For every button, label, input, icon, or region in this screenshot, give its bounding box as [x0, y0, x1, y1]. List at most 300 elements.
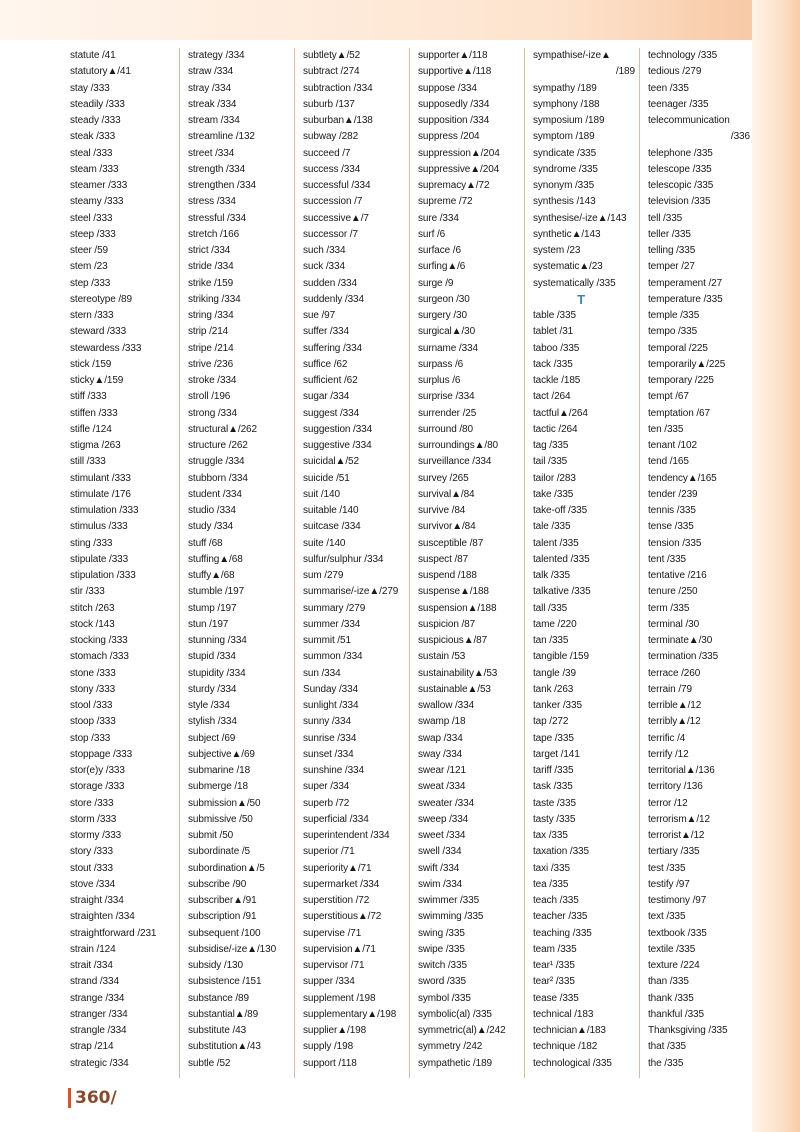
index-entry: subscribe /90 [188, 878, 247, 890]
index-entry: tertiary /335 [648, 846, 700, 858]
index-entry: stay /333 [70, 82, 110, 94]
index-entry: suit /140 [303, 488, 340, 500]
index-entry: text /335 [648, 911, 686, 923]
index-entry: suppress /204 [418, 131, 480, 143]
index-entry: tease /335 [533, 992, 579, 1004]
index-entry: stop /333 [70, 732, 111, 744]
index-entry: strategy /334 [188, 50, 245, 61]
index-entry: sustain /53 [418, 651, 466, 663]
index-entry: sympathise/-ize▲ [533, 50, 611, 61]
index-entry: stem /23 [70, 261, 108, 273]
index-entry: style /334 [188, 700, 230, 711]
index-entry: superstition /72 [303, 895, 370, 906]
index-entry: stock /143 [70, 618, 115, 630]
index-entry: strand /334 [70, 976, 119, 988]
index-entry: tempt /67 [648, 391, 689, 403]
index-entry: stimulation /333 [70, 505, 139, 516]
index-entry: texture /224 [648, 960, 700, 971]
index-entry: sympathy /189 [533, 82, 597, 94]
index-entry: strategic /334 [70, 1057, 129, 1069]
index-entry: tender /239 [648, 488, 698, 500]
page-number-text: 360/ [75, 1088, 117, 1108]
index-entry: term /335 [648, 602, 690, 614]
index-entry: surge /9 [418, 277, 454, 289]
index-entry: substance /89 [188, 992, 249, 1004]
index-entry: temperature /335 [648, 293, 723, 305]
index-entry: teach /335 [533, 895, 579, 906]
index-entry: strip /214 [188, 326, 229, 338]
index-entry: subject /69 [188, 732, 236, 744]
index-entry: swallow /334 [418, 700, 475, 711]
index-entry: steamy /333 [70, 196, 124, 208]
index-entry: sword /335 [418, 976, 466, 988]
index-entry: tell /335 [648, 212, 683, 224]
index-entry: suppressive▲/204 [418, 163, 500, 175]
index-entry: table /335 [533, 310, 576, 321]
index-entry: survival▲/84 [418, 488, 475, 500]
index-entry: supervisor /71 [303, 960, 365, 971]
index-entry: teacher /335 [533, 911, 588, 923]
index-entry: suspect /87 [418, 553, 469, 565]
index-entry: subscriber▲/91 [188, 895, 257, 906]
index-entry: swear /121 [418, 765, 466, 776]
index-entry: tenant /102 [648, 440, 697, 451]
index-entry: stranger /334 [70, 1008, 128, 1020]
index-entry: swimming /335 [418, 911, 484, 923]
index-grid [64, 48, 754, 1078]
index-entry: steady /333 [70, 115, 121, 126]
index-entry: stretch /166 [188, 228, 240, 240]
index-entry: take-off /335 [533, 505, 588, 516]
index-entry: temptation /67 [648, 407, 710, 419]
index-entry: suffering /334 [303, 342, 363, 354]
index-entry: suspicious▲/87 [418, 635, 488, 646]
index-entry: stor(e)y /333 [70, 765, 125, 776]
index-entry: tank /263 [533, 683, 574, 695]
index-entry: survivor▲/84 [418, 521, 476, 533]
index-entry: stiffen /333 [70, 407, 118, 419]
index-entry: strangle /334 [70, 1025, 127, 1036]
index-column-1 [64, 48, 179, 1078]
index-entry: steamer /333 [70, 180, 128, 191]
index-entry: stripe /214 [188, 342, 234, 354]
index-entry: tactful▲/264 [533, 407, 588, 419]
index-entry: /336 [730, 131, 750, 143]
index-entry: steer /59 [70, 245, 109, 256]
index-entry: substitution▲/43 [188, 1041, 261, 1053]
index-entry: street /334 [188, 147, 235, 159]
index-entry: terrific /4 [648, 732, 686, 744]
index-entry: temper /27 [648, 261, 695, 273]
index-entry: subordination▲/5 [188, 862, 265, 874]
index-entry: swift /334 [418, 862, 460, 874]
index-entry: straight /334 [70, 895, 124, 906]
index-entry: subjective▲/69 [188, 748, 255, 760]
index-entry: steadily /333 [70, 98, 125, 110]
index-entry: stupid /334 [188, 651, 236, 663]
index-entry: tablet /31 [533, 326, 574, 338]
index-entry: superiority▲/71 [303, 862, 372, 874]
index-entry: stereotype /89 [70, 293, 132, 305]
index-entry: sweater /334 [418, 797, 475, 809]
index-entry: summer /334 [303, 618, 361, 630]
index-entry: supermarket /334 [303, 878, 380, 890]
index-entry: straightforward /231 [70, 927, 157, 939]
index-entry: super /334 [303, 781, 350, 793]
index-entry: suddenly /334 [303, 293, 364, 305]
right-decorative-band [752, 0, 800, 1132]
index-entry: stun /197 [188, 618, 229, 630]
index-entry: suppose /334 [418, 82, 477, 94]
index-entry: supplement /198 [303, 992, 376, 1004]
index-entry: teaching /335 [533, 927, 592, 939]
index-entry: supporter▲/118 [418, 50, 488, 61]
index-entry: sustainable▲/53 [418, 683, 491, 695]
index-entry: stroke /334 [188, 375, 237, 386]
index-entry: stove /334 [70, 878, 116, 890]
index-entry: sweet /334 [418, 830, 466, 841]
index-entry: supposition /334 [418, 115, 490, 126]
index-entry: subsidy /130 [188, 960, 243, 971]
index-entry: symbol /335 [418, 992, 471, 1004]
index-entry: tentative /216 [648, 570, 707, 581]
index-entry: sturdy /334 [188, 683, 237, 695]
index-entry: symposium /189 [533, 115, 605, 126]
index-entry: temporarily▲/225 [648, 358, 726, 370]
page-number [68, 1088, 117, 1108]
index-entry: tear² /335 [533, 976, 575, 988]
index-entry: superintendent /334 [303, 830, 390, 841]
index-entry: stout /333 [70, 862, 113, 874]
index-entry: talkative /335 [533, 586, 591, 598]
index-entry: tendency▲/165 [648, 472, 717, 484]
index-entry: swim /334 [418, 878, 463, 890]
index-entry: subordinate /5 [188, 846, 250, 858]
index-entry: terrorism▲/12 [648, 813, 710, 825]
index-entry: surgeon /30 [418, 293, 470, 305]
index-entry: sympathetic /189 [418, 1057, 492, 1069]
index-entry: stifle /124 [70, 423, 112, 435]
index-entry: sue /97 [303, 310, 336, 321]
index-entry: stormy /333 [70, 830, 122, 841]
index-entry: stream /334 [188, 115, 240, 126]
index-entry: suggest /334 [303, 407, 360, 419]
index-entry: termination /335 [648, 651, 719, 663]
index-entry: terror /12 [648, 797, 688, 809]
index-entry: taxation /335 [533, 846, 589, 858]
index-entry: telescopic /335 [648, 180, 714, 191]
index-entry: suspension▲/188 [418, 602, 497, 614]
top-decorative-band [0, 0, 800, 40]
index-entry: stuff /68 [188, 537, 223, 549]
index-entry: telling /335 [648, 245, 696, 256]
index-entry: sulfur/sulphur /334 [303, 553, 384, 565]
index-entry: /189 [615, 66, 635, 78]
index-entry: tanker /335 [533, 700, 582, 711]
index-entry: stitch /263 [70, 602, 115, 614]
index-entry: symptom /189 [533, 131, 595, 143]
index-entry: terrible▲/12 [648, 700, 702, 711]
index-entry: surf /6 [418, 228, 446, 240]
index-entry: switch /335 [418, 960, 467, 971]
index-entry: temperament /27 [648, 277, 723, 289]
index-entry: successive▲/7 [303, 212, 369, 224]
index-entry: suggestion /334 [303, 423, 373, 435]
index-entry: taste /335 [533, 797, 576, 809]
index-entry: telecommunication [648, 115, 730, 126]
index-entry: sway /334 [418, 748, 463, 760]
index-entry: suitcase /334 [303, 521, 361, 533]
index-entry: stubborn /334 [188, 472, 248, 484]
index-entry: than /335 [648, 976, 689, 988]
index-entry: surprise /334 [418, 391, 475, 403]
index-entry: sustainability▲/53 [418, 667, 498, 679]
index-entry: team /335 [533, 943, 577, 955]
index-entry: temporary /225 [648, 375, 714, 386]
index-entry: streamline /132 [188, 131, 255, 143]
index-entry: sunrise /334 [303, 732, 357, 744]
index-entry: submit /50 [188, 830, 234, 841]
index-entry: surface /6 [418, 245, 461, 256]
index-entry: subsequent /100 [188, 927, 261, 939]
index-entry: stimulant /333 [70, 472, 131, 484]
index-entry: swap /334 [418, 732, 463, 744]
index-entry: terrorist▲/12 [648, 830, 705, 841]
index-entry: stride /334 [188, 261, 234, 273]
index-entry: telescope /335 [648, 163, 712, 175]
index-entry: target /141 [533, 748, 580, 760]
index-entry: tact /264 [533, 391, 571, 403]
index-entry: submissive /50 [188, 813, 253, 825]
index-entry: summary /279 [303, 602, 366, 614]
index-entry: striking /334 [188, 293, 241, 305]
index-entry: stunning /334 [188, 635, 247, 646]
index-entry: straighten /334 [70, 911, 135, 923]
index-entry: storm /333 [70, 813, 117, 825]
index-entry: taboo /335 [533, 342, 580, 354]
index-entry: strict /334 [188, 245, 231, 256]
index-entry: suicide /51 [303, 472, 350, 484]
index-entry: stress /334 [188, 196, 236, 208]
index-entry: student /334 [188, 488, 242, 500]
index-entry: sudden /334 [303, 277, 357, 289]
index-entry: surplus /6 [418, 375, 461, 386]
index-entry: territorial▲/136 [648, 765, 715, 776]
index-entry: supply /198 [303, 1041, 354, 1053]
index-entry: tack /335 [533, 358, 573, 370]
index-entry: story /333 [70, 846, 113, 858]
index-entry: successful /334 [303, 180, 371, 191]
index-entry: statutory▲/41 [70, 66, 131, 78]
index-entry: surgical▲/30 [418, 326, 476, 338]
index-entry: supposedly /334 [418, 98, 490, 110]
index-entry: synthesise/-ize▲/143 [533, 212, 627, 224]
index-entry: string /334 [188, 310, 234, 321]
index-entry: symbolic(al) /335 [418, 1008, 492, 1020]
index-entry: sun /334 [303, 667, 341, 679]
index-entry: Sunday /334 [303, 683, 359, 695]
index-entry: subscription /91 [188, 911, 257, 923]
index-entry: streak /334 [188, 98, 237, 110]
index-entry: surfing▲/6 [418, 261, 466, 273]
index-column-5 [524, 48, 639, 1078]
index-entry: steam /333 [70, 163, 119, 175]
index-entry: surname /334 [418, 342, 478, 354]
index-entry: survey /265 [418, 472, 469, 484]
index-entry: stoop /333 [70, 716, 116, 728]
index-entry: supper /334 [303, 976, 355, 988]
index-entry: submission▲/50 [188, 797, 261, 809]
index-entry: tag /335 [533, 440, 569, 451]
index-entry: strap /214 [70, 1041, 114, 1053]
index-entry: sure /334 [418, 212, 459, 224]
index-entry: stiff /333 [70, 391, 107, 403]
index-entry: sweep /334 [418, 813, 469, 825]
index-entry: submarine /18 [188, 765, 251, 776]
index-entry: sunset /334 [303, 748, 354, 760]
index-entry: tasty /335 [533, 813, 576, 825]
index-entry: substantial▲/89 [188, 1008, 259, 1020]
index-entry: suffice /62 [303, 358, 348, 370]
index-entry: summon /334 [303, 651, 363, 663]
index-entry: task /335 [533, 781, 573, 793]
index-entry: stimulate /176 [70, 488, 131, 500]
index-entry: struggle /334 [188, 456, 245, 468]
index-entry: subtle /52 [188, 1057, 231, 1069]
index-entry: tense /335 [648, 521, 694, 533]
index-entry: symphony /188 [533, 98, 600, 110]
index-entry: terribly▲/12 [648, 716, 701, 728]
index-entry: tangible /159 [533, 651, 589, 663]
index-entry: surpass /6 [418, 358, 464, 370]
index-entry: stray /334 [188, 82, 231, 94]
index-entry: stigma /263 [70, 440, 121, 451]
index-entry: sunny /334 [303, 716, 351, 728]
index-entry: swimmer /335 [418, 895, 480, 906]
index-entry: strain /124 [70, 943, 116, 955]
index-entry: strong /334 [188, 407, 237, 419]
section-heading: T [577, 291, 585, 307]
index-entry: tempo /335 [648, 326, 698, 338]
index-entry: the /335 [648, 1057, 684, 1069]
index-entry: superb /72 [303, 797, 350, 809]
index-entry: taxi /335 [533, 862, 570, 874]
index-entry: suck /334 [303, 261, 345, 273]
index-entry: talk /335 [533, 570, 570, 581]
index-entry: subtraction /334 [303, 82, 373, 94]
index-entry: technical /183 [533, 1008, 594, 1020]
index-entry: textile /335 [648, 943, 696, 955]
index-entry: tent /335 [648, 553, 687, 565]
index-entry: tennis /335 [648, 505, 696, 516]
index-entry: swing /335 [418, 927, 465, 939]
index-entry: teen /335 [648, 82, 689, 94]
index-entry: sufficient /62 [303, 375, 358, 386]
index-entry: subtlety▲/52 [303, 50, 361, 61]
index-entry: telephone /335 [648, 147, 713, 159]
index-entry: surroundings▲/80 [418, 440, 499, 451]
index-entry: thankful /335 [648, 1008, 704, 1020]
index-entry: supremacy▲/72 [418, 180, 490, 191]
index-entry: sting /333 [70, 537, 113, 549]
index-entry: tenure /250 [648, 586, 698, 598]
index-entry: steak /333 [70, 131, 116, 143]
index-entry: stir /333 [70, 586, 105, 598]
index-entry: temple /335 [648, 310, 700, 321]
index-entry: tariff /335 [533, 765, 574, 776]
index-entry: stipulate /333 [70, 553, 129, 565]
index-entry: tail /335 [533, 456, 568, 468]
index-entry: technology /335 [648, 50, 718, 61]
index-entry: Thanksgiving /335 [648, 1025, 728, 1036]
index-entry: straw /334 [188, 66, 234, 78]
index-entry: sunlight /334 [303, 700, 359, 711]
index-entry: superior /71 [303, 846, 355, 858]
index-entry: strike /159 [188, 277, 234, 289]
index-entry: testimony /97 [648, 895, 707, 906]
index-entry: steep /333 [70, 228, 116, 240]
index-entry: suburban▲/138 [303, 115, 373, 126]
index-entry: subtract /274 [303, 66, 360, 78]
index-entry: tear¹ /335 [533, 960, 575, 971]
index-entry: stomach /333 [70, 651, 129, 663]
index-entry: synthetic▲/143 [533, 228, 601, 240]
index-entry: stuffing▲/68 [188, 553, 243, 565]
index-entry: store /333 [70, 797, 114, 809]
index-entry: stupidity /334 [188, 667, 246, 679]
index-entry: surround /80 [418, 423, 473, 435]
index-entry: systematically /335 [533, 277, 616, 289]
index-entry: stressful /334 [188, 212, 247, 224]
index-entry: study /334 [188, 521, 234, 533]
index-column-6 [639, 48, 754, 1078]
index-entry: strive /236 [188, 358, 234, 370]
index-entry: syndrome /335 [533, 163, 598, 175]
index-entry: terrify /12 [648, 748, 689, 760]
index-entry: teller /335 [648, 228, 691, 240]
index-entry: suspicion /87 [418, 618, 476, 630]
page-number-bar [68, 1088, 71, 1108]
index-entry: stipulation /333 [70, 570, 136, 581]
index-entry: swamp /18 [418, 716, 466, 728]
index-entry: steel /333 [70, 212, 113, 224]
index-entry: stumble /197 [188, 586, 245, 598]
index-entry: suburb /137 [303, 98, 355, 110]
index-entry: sunshine /334 [303, 765, 364, 776]
index-entry: test /335 [648, 862, 686, 874]
index-entry: tape /335 [533, 732, 574, 744]
index-entry: structural▲/262 [188, 423, 257, 435]
index-entry: synonym /335 [533, 180, 595, 191]
index-column-2 [179, 48, 294, 1078]
index-entry: submerge /18 [188, 781, 248, 793]
index-entry: stump /197 [188, 602, 237, 614]
index-entry: superstitious▲/72 [303, 911, 382, 923]
index-entry: subway /282 [303, 131, 359, 143]
index-entry: succeed /7 [303, 147, 351, 159]
index-entry: ten /335 [648, 423, 684, 435]
index-entry: stimulus /333 [70, 521, 128, 533]
index-entry: tactic /264 [533, 423, 578, 435]
index-entry: tea /335 [533, 878, 569, 890]
index-entry: suffer /334 [303, 326, 349, 338]
index-entry: stool /333 [70, 700, 113, 711]
index-entry: surveillance /334 [418, 456, 492, 468]
index-entry: stone /333 [70, 667, 116, 679]
index-entry: suppression▲/204 [418, 147, 500, 159]
index-entry: swipe /335 [418, 943, 465, 955]
index-entry: structure /262 [188, 440, 248, 451]
